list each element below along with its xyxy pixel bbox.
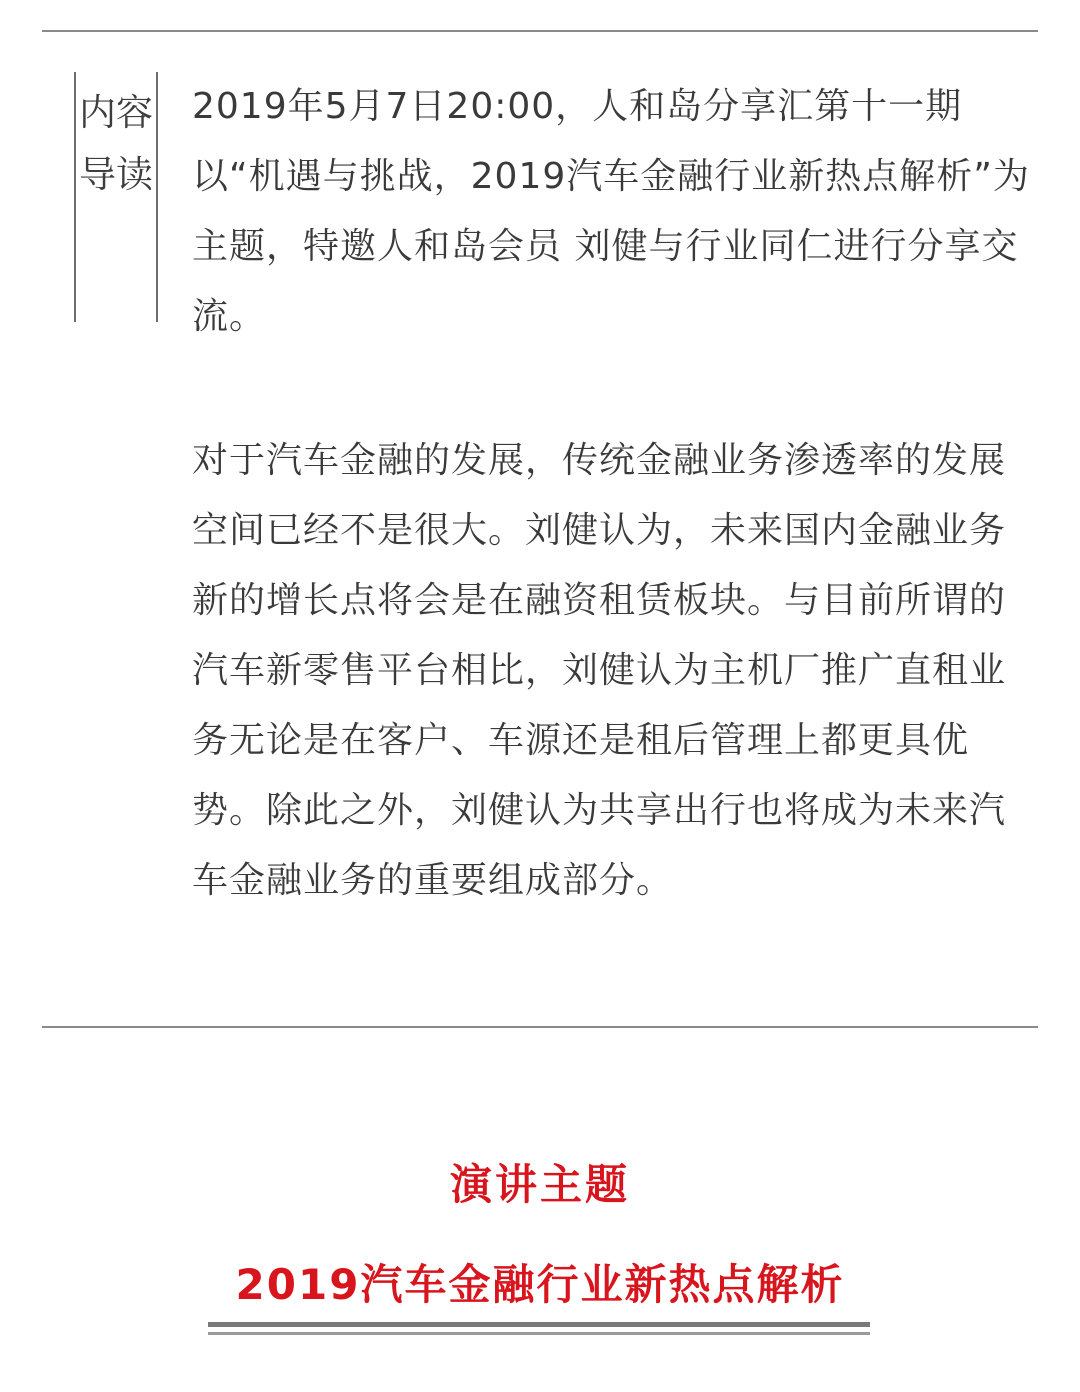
intro-paragraph-1: 2019年5月7日20:00，人和岛分享汇第十一期以“机遇与挑战，2019汽车金融行业新热点解析”为主题，特邀人和岛会员 刘健与行业同仁进行分享交流。 bbox=[192, 86, 1030, 337]
topic-underline bbox=[208, 1322, 870, 1327]
side-tag-label: 内容导读 bbox=[79, 91, 153, 196]
intro-paragraph-2: 对于汽车金融的发展，传统金融业务渗透率的发展空间已经不是很大。刘健认为，未来国内金融业务新的增长点将会是在融资租赁板块。与目前所谓的汽车新零售平台相比，刘健认为主机厂推广直租业务无论是在客户、车源还是租后管理上都更具优势。除此之外，刘健认为共享出行也将成为未来汽车金融业务的重要组成部分。 bbox=[192, 440, 1007, 901]
intro-paragraph-1-block bbox=[192, 72, 1038, 352]
intro-paragraph-2-block bbox=[192, 426, 1038, 916]
speech-section-title: 演讲主题 bbox=[449, 1160, 630, 1209]
section-divider bbox=[42, 1026, 1038, 1028]
intro-side-tag bbox=[74, 72, 158, 322]
topic-underline-secondary bbox=[208, 1332, 870, 1335]
side-tag-right-bar bbox=[156, 72, 158, 322]
speech-topic: 2019汽车金融行业新热点解析 bbox=[235, 1260, 845, 1309]
top-divider bbox=[42, 30, 1038, 32]
